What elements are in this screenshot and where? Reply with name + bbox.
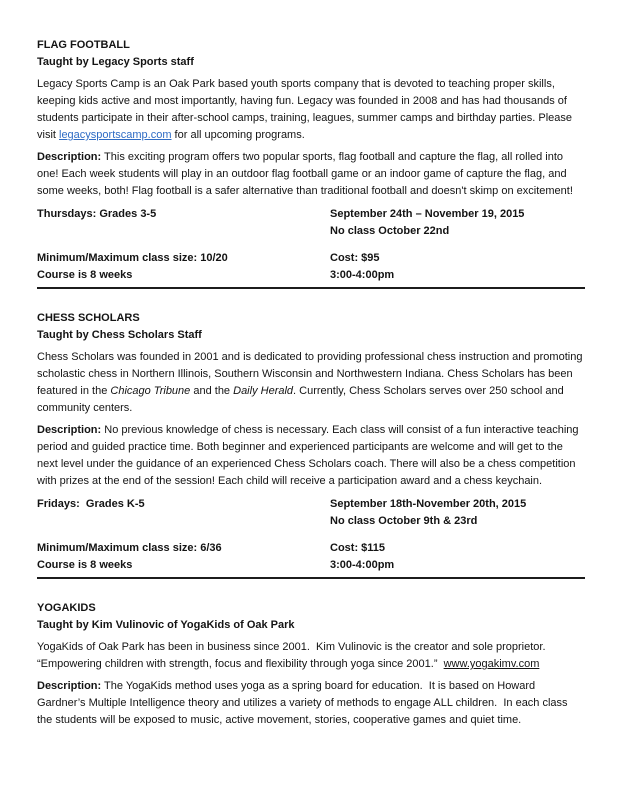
schedule-cost: Cost: $95	[330, 252, 380, 264]
schedule-row	[37, 496, 585, 530]
schedule-row	[37, 250, 585, 284]
text-segment: Description:	[37, 680, 102, 692]
program-description	[37, 678, 585, 729]
legacysportscamp-link[interactable]: legacysportscamp.com	[59, 129, 172, 141]
text-segment: Legacy Sports Camp is an Oak Park based youth sports company that is devoted to teaching proper skills, keeping kids active and most importantly, having fun. Legacy was founded in 2008 and has had thousands of students participate in their after-school camps, training, leagues, summer camps and birthday parties. Please visit	[37, 78, 576, 141]
program-description	[37, 422, 585, 490]
text-segment: Description:	[37, 151, 102, 163]
schedule-left-column	[37, 496, 330, 530]
schedule-time: 3:00-4:00pm	[330, 269, 395, 281]
program-instructor: Taught by Kim Vulinovic of YogaKids of Oak Park	[37, 619, 295, 631]
text-segment: Chicago Tribune	[110, 385, 191, 397]
schedule	[37, 496, 585, 574]
text-segment: This exciting program offers two popular sports, flag football and capture the flag, all rolled into one! Each week students will play in an outdoor flag football game or an indoor game of capture the flag, and some weeks, both! Flag football is a safer alternative than traditional football and doesn't skimp on excitement!	[37, 151, 573, 197]
schedule-course-length: Course is 8 weeks	[37, 269, 133, 281]
program-intro	[37, 639, 585, 673]
schedule-dates: September 18th-November 20th, 2015	[330, 498, 527, 510]
schedule-left-column	[37, 250, 330, 284]
schedule-right-column	[330, 496, 585, 530]
text-segment: and the	[190, 385, 234, 397]
program-intro	[37, 349, 585, 417]
text-segment: The YogaKids method uses yoga as a spring board for education. It is based on Howard Gardner’s Multiple Intelligence theory and utilizes a variety of methods to engage ALL children. In each class the students will be exposed to music, active movement, stories, cooperative games and quiet time.	[37, 680, 571, 726]
schedule-row	[37, 540, 585, 574]
schedule-days-grades: Thursdays: Grades 3-5	[37, 208, 157, 220]
schedule-row	[37, 206, 585, 240]
program-section-yogakids	[37, 600, 585, 729]
program-description	[37, 149, 585, 200]
schedule-class-size: Minimum/Maximum class size: 6/36	[37, 542, 222, 554]
schedule-days-grades: Fridays: Grades K-5	[37, 498, 145, 510]
schedule-no-class: No class October 9th & 23rd	[330, 515, 478, 527]
program-title: FLAG FOOTBALL	[37, 39, 130, 51]
schedule-no-class: No class October 22nd	[330, 225, 450, 237]
schedule-right-column	[330, 540, 585, 574]
text-segment: YogaKids of Oak Park has been in business since 2001. Kim Vulinovic is the creator and sole proprietor. “Empowering children with strength, focus and flexibility through yoga since 2001.”	[37, 641, 549, 670]
schedule-right-column	[330, 250, 585, 284]
schedule-left-column	[37, 206, 330, 240]
text-segment: No previous knowledge of chess is necessary. Each class will consist of a fun interactive teaching period and guided practice time. Both beginner and experienced participants are welcome and will get to the next level under the guidance of an experienced Chess Scholars coach. There will also be a chess competition with prizes at the end of the session! Each child will receive a participation award and a chess keychain.	[37, 424, 582, 487]
program-section-chess-scholars	[37, 310, 585, 579]
text-segment: . Currently, Chess Scholars serves over 250 school and community centers.	[37, 385, 567, 414]
section-divider	[37, 287, 585, 289]
text-segment: Description:	[37, 424, 102, 436]
text-segment: Chess Scholars was founded in 2001 and is dedicated to providing professional chess instruction and promoting scholastic chess in Northern Illinois, Southern Wisconsin and Northwestern Indiana. Chess Scholars has been featured in the	[37, 351, 586, 397]
program-instructor: Taught by Chess Scholars Staff	[37, 329, 202, 341]
schedule-course-length: Course is 8 weeks	[37, 559, 133, 571]
schedule-cost: Cost: $115	[330, 542, 386, 554]
schedule	[37, 206, 585, 284]
program-instructor: Taught by Legacy Sports staff	[37, 56, 194, 68]
section-divider	[37, 577, 585, 579]
schedule-time: 3:00-4:00pm	[330, 559, 395, 571]
program-section-flag-football	[37, 37, 585, 289]
schedule-dates: September 24th – November 19, 2015	[330, 208, 525, 220]
program-intro	[37, 76, 585, 144]
program-title: CHESS SCHOLARS	[37, 312, 140, 324]
text-segment: for all upcoming programs.	[171, 129, 305, 141]
schedule-class-size: Minimum/Maximum class size: 10/20	[37, 252, 228, 264]
schedule-right-column	[330, 206, 585, 240]
schedule-left-column	[37, 540, 330, 574]
text-segment: Daily Herald	[233, 385, 294, 397]
yogakimv-link[interactable]: www.yogakimv.com	[443, 658, 540, 670]
program-title: YOGAKIDS	[37, 602, 96, 614]
